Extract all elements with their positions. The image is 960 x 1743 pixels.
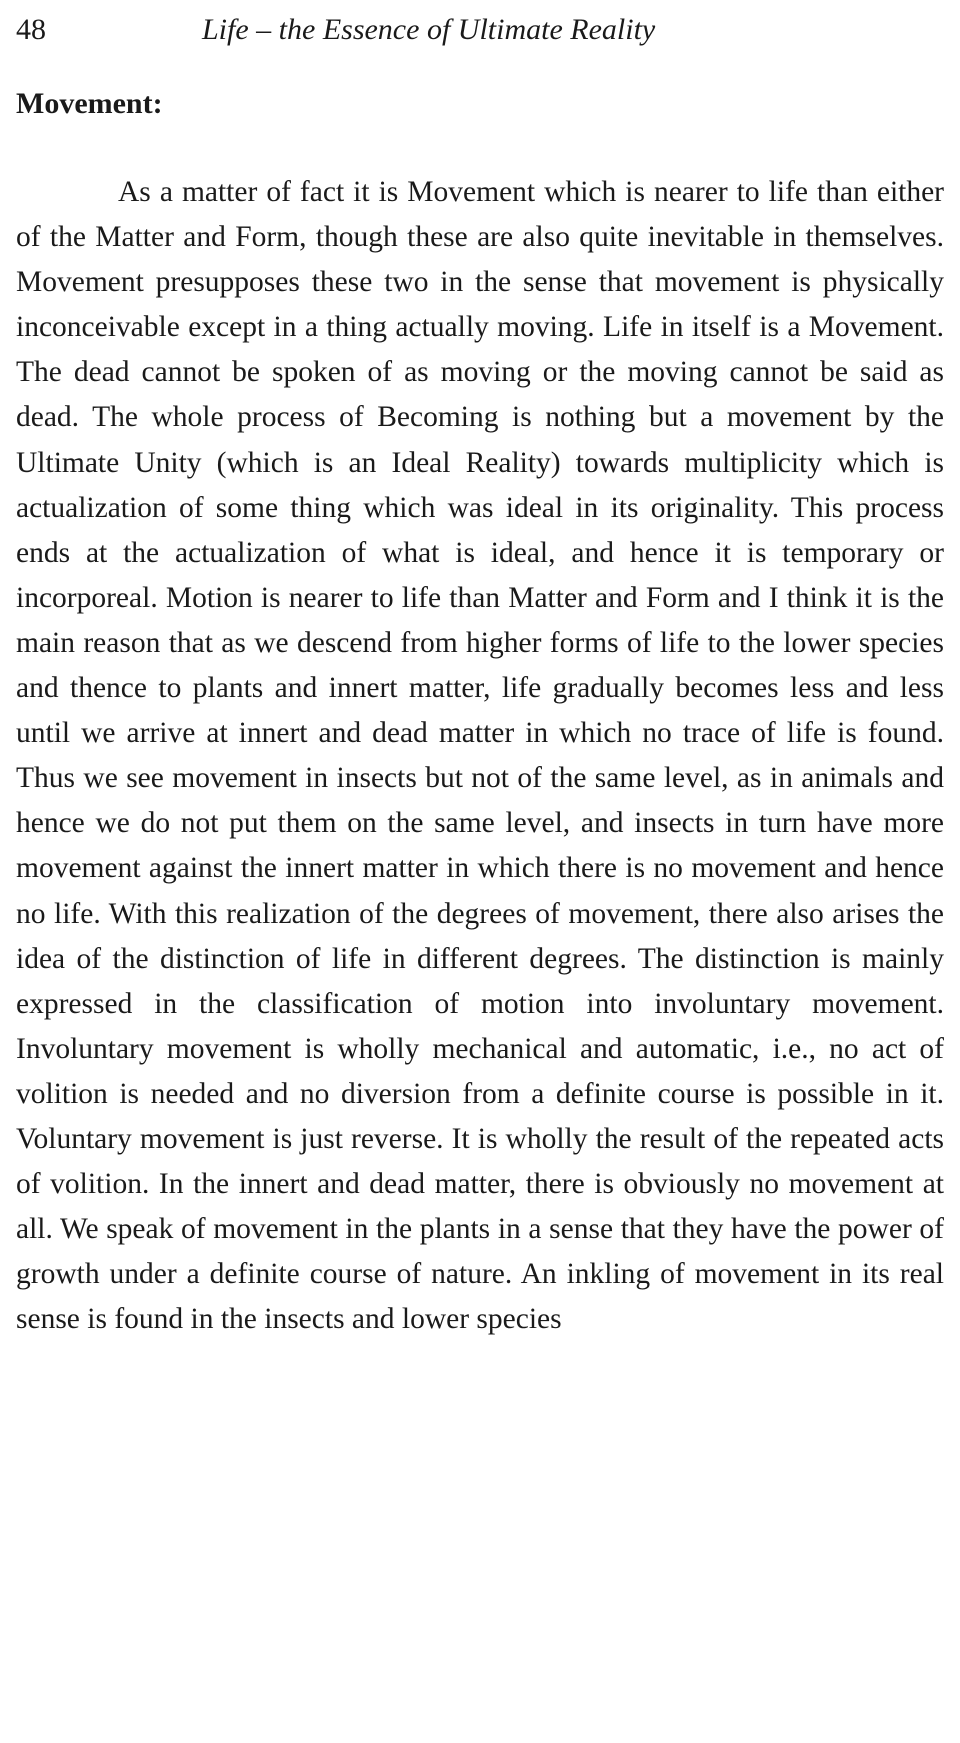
running-head <box>16 8 944 52</box>
section-heading: Movement: <box>16 87 163 120</box>
page-number: 48 <box>16 13 46 46</box>
running-title: Life – the Essence of Ultimate Reality <box>202 13 656 46</box>
body-paragraph: As a matter of fact it is Movement which is nearer to life than either of the Matter and Form, though these are also quite inevitable in themselves. Movement presupposes these two in the sense that movement is physically inconceivable except in a thing actually moving. Life in itself is a Movement. The dead cannot be spoken of as moving or the moving cannot be said as dead. The whole process of Becoming is nothing but a movement by the Ultimate Unity (which is an Ideal Reality) towards multiplicity which is actualization of some thing which was ideal in its originality. This process ends at the actualization of what is ideal, and hence it is temporary or incorporeal. Motion is nearer to life than Matter and Form and I think it is the main reason that as we descend from higher forms of life to the lower species and thence to plants and innert matter, life gradually becomes less and less until we arrive at innert and dead matter in which no trace of life is found. Thus we see movement in insects but not of the same level, as in animals and hence we do not put them on the same level, and insects in turn have more movement against the innert matter in which there is no movement and hence no life. With this realization of the degrees of movement, there also arises the idea of the distinction of life in different degrees. The distinction is mainly expressed in the classification of motion into involuntary movement. Involuntary movement is wholly mechanical and automatic, i.e., no act of volition is needed and no diversion from a definite course is possible in it. Voluntary movement is just reverse. It is wholly the result of the repeated acts of volition. In the innert and dead matter, there is obviously no movement at all. We speak of movement in the plants in a sense that they have the power of growth under a definite course of nature. An inkling of movement in its real sense is found in the insects and lower species <box>16 176 944 1336</box>
